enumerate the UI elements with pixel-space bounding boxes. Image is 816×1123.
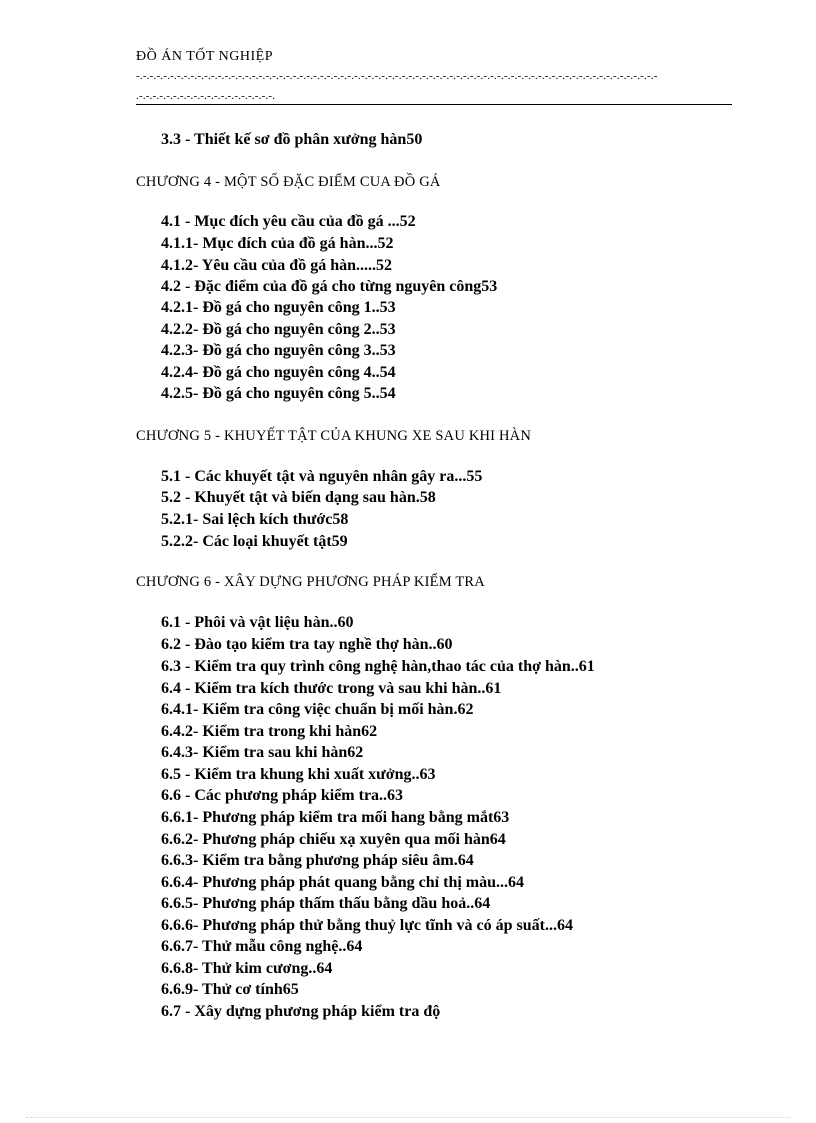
toc-entry: 4.2.2- Đồ gá cho nguyên công 2..53: [161, 321, 396, 338]
toc-entry: 6.3 - Kiểm tra quy trình công nghệ hàn,thao tác của thợ hàn..61: [161, 658, 595, 675]
toc-entry: 5.2.2- Các loại khuyết tật59: [161, 533, 348, 550]
page-header-title: ĐỒ ÁN TỐT NGHIỆP: [136, 49, 273, 64]
toc-entry: 6.7 - Xây dựng phương pháp kiểm tra độ: [161, 1003, 441, 1020]
toc-entry: 6.6.8- Thử kim cương..64: [161, 960, 333, 977]
toc-entry: 6.4.3- Kiểm tra sau khi hàn62: [161, 744, 364, 761]
toc-entry: 4.1.2- Yêu cầu của đồ gá hàn.....52: [161, 257, 392, 274]
toc-chapter-heading: CHƯƠNG 6 - XÂY DỰNG PHƯƠNG PHÁP KIỂM TRA: [136, 574, 485, 590]
header-rule: [136, 104, 732, 105]
toc-entry: 4.1 - Mục đích yêu cầu của đồ gá ...52: [161, 213, 416, 230]
toc-entry: 6.6.7- Thử mẫu công nghệ..64: [161, 938, 363, 955]
toc-entry: 5.2 - Khuyết tật và biến dạng sau hàn.58: [161, 489, 436, 506]
toc-entry: 6.6.5- Phương pháp thấm thấu bằng dầu hoả..64: [161, 895, 491, 912]
toc-entry: 4.2 - Đặc điểm của đồ gá cho từng nguyên công53: [161, 278, 498, 295]
toc-entry: 6.6.9- Thử cơ tính65: [161, 981, 299, 998]
toc-entry: 6.5 - Kiểm tra khung khi xuất xưởng..63: [161, 766, 436, 783]
toc-entry: 4.2.3- Đồ gá cho nguyên công 3..53: [161, 342, 396, 359]
toc-entry: 3.3 - Thiết kế sơ đồ phân xưởng hàn50: [161, 131, 423, 148]
toc-entry: 6.6.4- Phương pháp phát quang bằng chỉ thị màu...64: [161, 874, 525, 891]
toc-entry: 6.6.3- Kiểm tra bằng phương pháp siêu âm.64: [161, 852, 474, 869]
toc-entry: 6.4 - Kiểm tra kích thước trong và sau khi hàn..61: [161, 680, 502, 697]
toc-entry: 5.1 - Các khuyết tật và nguyên nhân gây ra...55: [161, 468, 483, 485]
toc-chapter-heading: CHƯƠNG 4 - MỘT SỐ ĐẶC ĐIỂM CUA ĐỒ GÁ: [136, 174, 441, 190]
page-bottom-divider: [26, 1117, 790, 1118]
toc-entry: 6.4.1- Kiểm tra công việc chuẩn bị mối hàn.62: [161, 701, 474, 718]
toc-entry: 4.2.5- Đồ gá cho nguyên công 5..54: [161, 385, 396, 402]
toc-entry: 6.6.2- Phương pháp chiếu xạ xuyên qua mối hàn64: [161, 831, 506, 848]
toc-entry: 4.2.4- Đồ gá cho nguyên công 4..54: [161, 364, 396, 381]
toc-entry: 6.6 - Các phương pháp kiểm tra..63: [161, 787, 404, 804]
toc-entry: 6.2 - Đào tạo kiểm tra tay nghề thợ hàn..60: [161, 636, 453, 653]
toc-entry: 5.2.1- Sai lệch kích thước58: [161, 511, 349, 528]
toc-chapter-heading: CHƯƠNG 5 - KHUYẾT TẬT CỦA KHUNG XE SAU KHI HÀN: [136, 428, 532, 444]
toc-entry: 4.1.1- Mục đích của đồ gá hàn...52: [161, 235, 394, 252]
toc-entry: 6.6.6- Phương pháp thử bằng thuỷ lực tĩnh và có áp suất...64: [161, 917, 573, 934]
toc-entry: 6.6.1- Phương pháp kiểm tra mối hang bằng mắt63: [161, 809, 510, 826]
toc-entry: 4.2.1- Đồ gá cho nguyên công 1..53: [161, 299, 396, 316]
toc-entry: 6.1 - Phôi và vật liệu hàn..60: [161, 614, 354, 631]
header-dash-line: -.-.-.-.-.-.-.-.-.-.-.-.-.-.-.-.-.-.-.-.-.-.-.-.-.-.-.-.-.-.-.-.-.-.-.-.-.-.-.-.-.-.-.-.-.-.-.-.-.-.-.-.-.-.-.-.-.-.-.-.-.-.-.-.-.-.-.-.-.-.-.-.-.-.-.-.-: [136, 70, 658, 82]
toc-entry: 6.4.2- Kiểm tra trong khi hàn62: [161, 723, 378, 740]
header-dash-line: .-.-.-.-.-.-.-.-.-.-.-.-.-.-.-.-.-.-.-.-.: [136, 90, 276, 102]
